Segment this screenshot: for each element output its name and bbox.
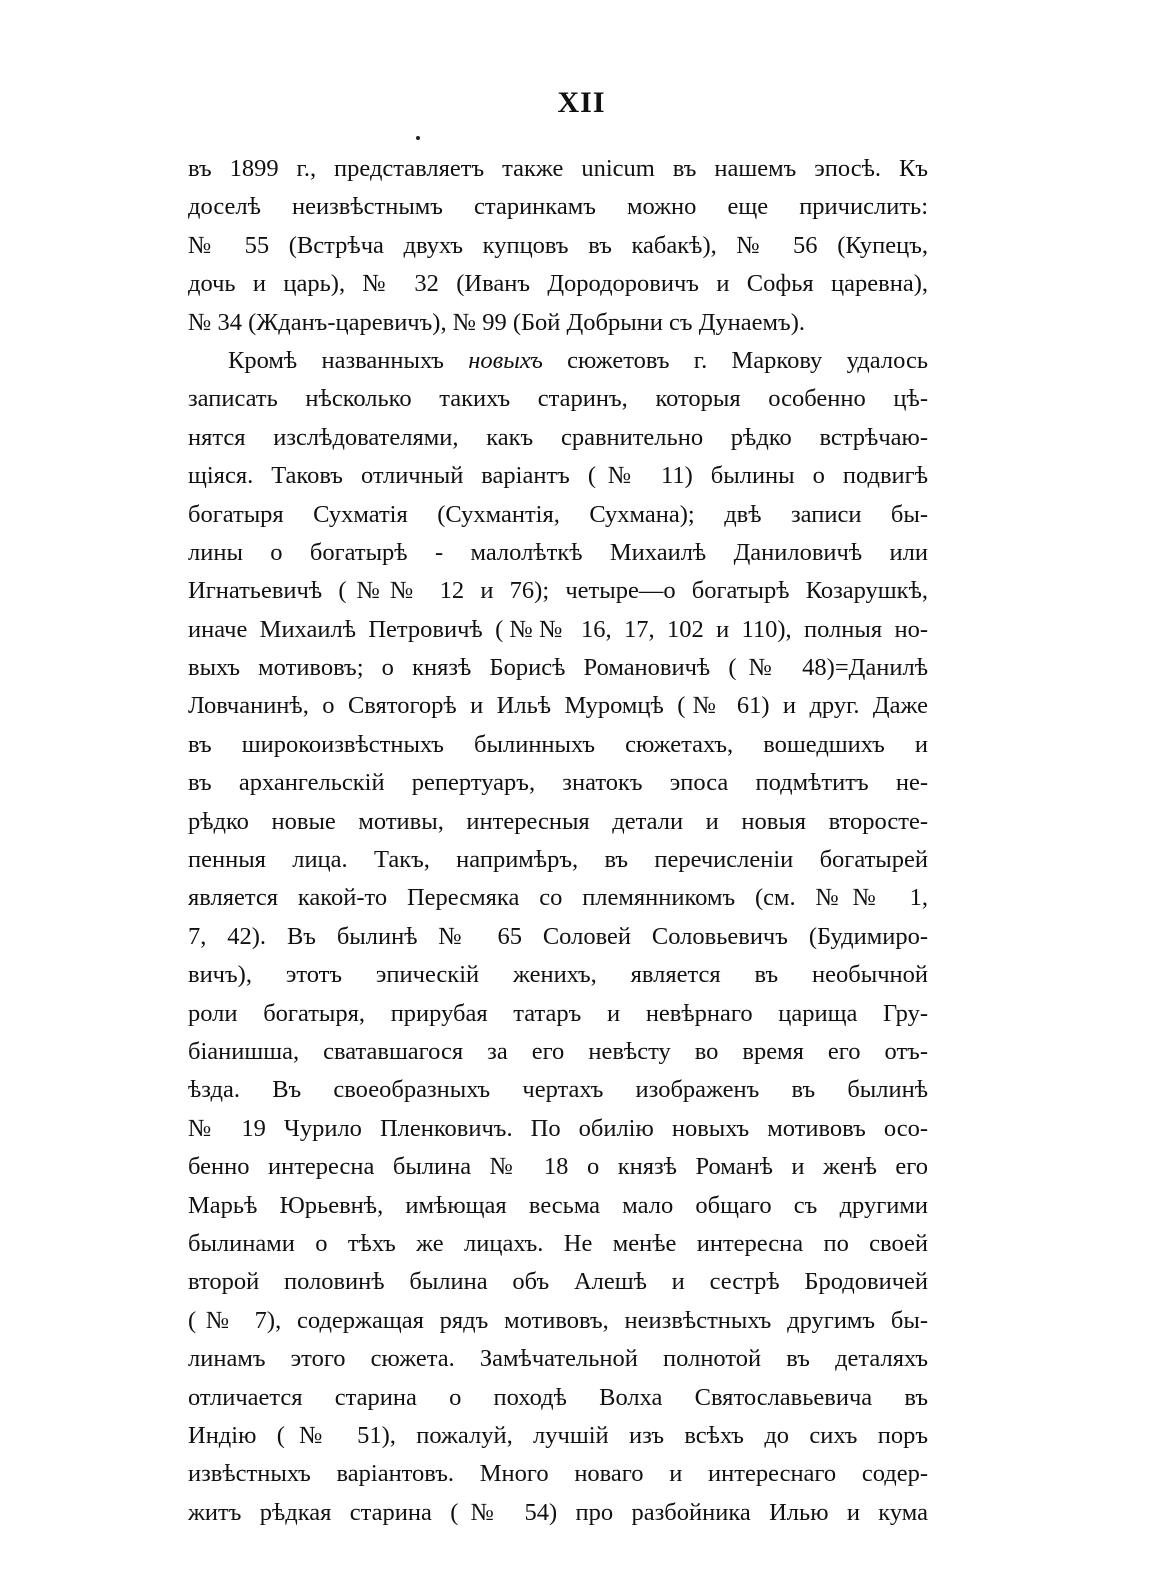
text-line: отличается старина о походѣ Волха Святославьевича въ — [188, 1383, 928, 1411]
text-line: былинами о тѣхъ же лицахъ. Не менѣе интересна по своей — [188, 1229, 928, 1257]
text-line: въ 1899 г., представляетъ также unicum въ нашемъ эпосѣ. Къ — [188, 155, 928, 182]
text-line: бенно интересна былина № 18 о князѣ Романѣ и женѣ его — [188, 1153, 928, 1181]
paragraph-2 — [188, 342, 928, 1532]
text-line: линамъ этого сюжета. Замѣчательной полнотой въ деталяхъ — [188, 1345, 928, 1373]
text-line: житъ рѣдкая старина (№ 54) про разбойника Илью и кума — [188, 1498, 928, 1526]
page-number: XII — [557, 86, 606, 119]
text-line: извѣстныхъ варіантовъ. Много новаго и интереснаго содер- — [188, 1460, 928, 1488]
text-run: сюжетовъ г. Маркову удалось — [542, 346, 928, 374]
text-line: Марьѣ Юрьевнѣ, имѣющая весьма мало общаго съ другими — [188, 1191, 928, 1219]
text-line: № 55 (Встрѣча двухъ купцовъ въ кабакѣ), № 56 (Купецъ, — [188, 231, 928, 259]
text-line: № 19 Чурило Пленковичъ. По обилію новыхъ мотивовъ осо- — [188, 1114, 928, 1142]
text-line: Игнатьевичѣ (№№ 12 и 76); четыре—о богатырѣ Козарушкѣ, — [188, 577, 928, 605]
text-line: пенныя лица. Такъ, напримѣръ, въ перечисленіи богатырей — [188, 846, 928, 874]
text-line: № 34 (Жданъ-царевичъ), № 99 (Бой Добрыни съ Дунаемъ). — [188, 308, 805, 336]
print-speck — [416, 136, 420, 140]
text-line: вичъ), этотъ эпическій женихъ, является въ необычной — [188, 961, 928, 989]
text-line: въ широкоизвѣстныхъ былинныхъ сюжетахъ, вошедшихъ и — [188, 730, 928, 758]
text-line: лины о богатырѣ - малолѣткѣ Михаилѣ Даниловичѣ или — [188, 538, 928, 566]
text-line: второй половинѣ былина объ Алешѣ и сестрѣ Бродовичей — [188, 1268, 928, 1296]
italic-word: новыхъ — [468, 346, 543, 374]
text-run: Кромѣ названныхъ — [228, 346, 469, 374]
text-line: (№ 7), содержащая рядъ мотивовъ, неизвѣстныхъ другимъ бы- — [188, 1306, 928, 1334]
text-line-first — [188, 342, 928, 380]
text-line: записать нѣсколько такихъ старинъ, которыя особенно цѣ- — [188, 385, 928, 413]
text-line: ѣзда. Въ своеобразныхъ чертахъ изображенъ въ былинѣ — [188, 1076, 928, 1104]
text-line: роли богатыря, прирубая татаръ и невѣрнаго царища Гру- — [188, 999, 928, 1027]
body-text — [188, 150, 928, 1532]
text-line: богатыря Сухматія (Сухмантія, Сухмана); двѣ записи бы- — [188, 500, 928, 528]
text-line: выхъ мотивовъ; о князѣ Борисѣ Романовичѣ (№ 48)=Данилѣ — [188, 654, 928, 682]
text-line: Индію (№ 51), пожалуй, лучшій изъ всѣхъ до сихъ поръ — [188, 1421, 928, 1449]
text-line: 7, 42). Въ былинѣ № 65 Соловей Соловьевичъ (Будимиро- — [188, 922, 928, 950]
text-line: рѣдко новые мотивы, интересныя детали и новыя второсте- — [188, 807, 928, 835]
paragraph-1 — [188, 150, 928, 342]
text-line: доселѣ неизвѣстнымъ старинкамъ можно еще причислить: — [188, 193, 928, 221]
text-line: является какой-то Пересмяка со племянникомъ (см. №№ 1, — [188, 884, 928, 912]
text-line: дочь и царь), № 32 (Иванъ Дородоровичъ и Софья царевна), — [188, 270, 928, 298]
text-line: щіяся. Таковъ отличный варіантъ (№ 11) былины о подвигѣ — [188, 462, 928, 490]
text-line: въ архангельскій репертуаръ, знатокъ эпоса подмѣтитъ не- — [188, 769, 928, 797]
text-line: Ловчанинѣ, о Святогорѣ и Ильѣ Муромцѣ (№ 61) и друг. Даже — [188, 692, 928, 720]
text-line: иначе Михаилѣ Петровичѣ (№№ 16, 17, 102 и 110), полныя но- — [188, 615, 928, 643]
text-line: біанишша, сватавшагося за его невѣсту во время его отъ- — [188, 1037, 928, 1065]
text-line: нятся изслѣдователями, какъ сравнительно рѣдко встрѣчаю- — [188, 423, 928, 451]
